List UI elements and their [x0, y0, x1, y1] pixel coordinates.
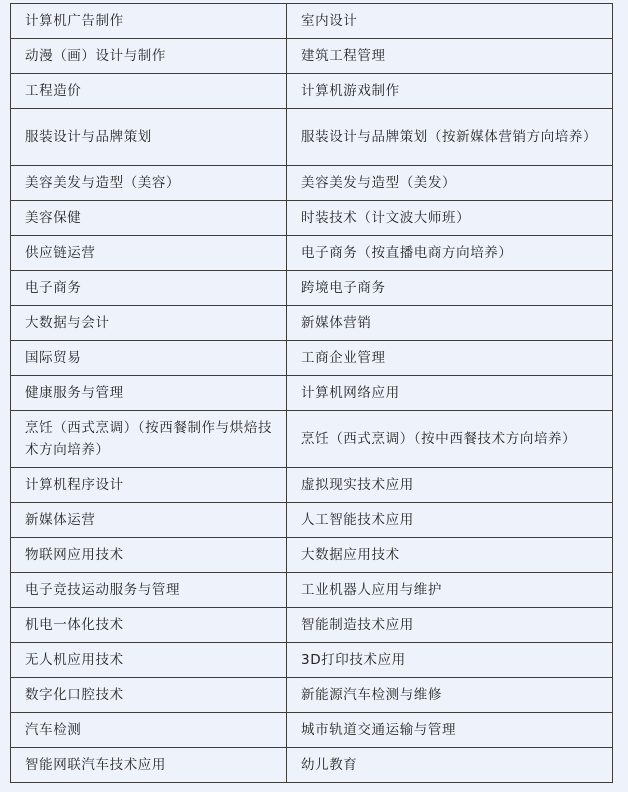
- table-row: [11, 411, 613, 468]
- program-cell-left: 动漫（画）设计与制作: [11, 39, 287, 74]
- table-row: [11, 503, 613, 538]
- program-table: [10, 3, 613, 783]
- program-cell-left: 美容保健: [11, 201, 287, 236]
- table-row: [11, 573, 613, 608]
- program-cell-right: 电子商务（按直播电商方向培养）: [287, 236, 613, 271]
- program-cell-right: 新媒体营销: [287, 306, 613, 341]
- program-cell-left: 大数据与会计: [11, 306, 287, 341]
- program-cell-right: 新能源汽车检测与维修: [287, 678, 613, 713]
- table-row: [11, 74, 613, 109]
- program-table-body: [11, 4, 613, 783]
- program-cell-left: 健康服务与管理: [11, 376, 287, 411]
- program-cell-left: 电子商务: [11, 271, 287, 306]
- program-cell-left: 服装设计与品牌策划: [11, 109, 287, 166]
- table-row: [11, 236, 613, 271]
- table-row: [11, 306, 613, 341]
- program-cell-right: 3D打印技术应用: [287, 643, 613, 678]
- table-row: [11, 713, 613, 748]
- program-list: [10, 3, 612, 783]
- table-row: [11, 643, 613, 678]
- program-cell-left: 机电一体化技术: [11, 608, 287, 643]
- table-row: [11, 201, 613, 236]
- table-row: [11, 748, 613, 783]
- program-cell-right: 时装技术（计文波大师班）: [287, 201, 613, 236]
- table-row: [11, 678, 613, 713]
- program-cell-left: 电子竞技运动服务与管理: [11, 573, 287, 608]
- program-cell-left: 国际贸易: [11, 341, 287, 376]
- program-cell-left: 美容美发与造型（美容）: [11, 166, 287, 201]
- program-cell-right: 室内设计: [287, 4, 613, 39]
- table-row: [11, 271, 613, 306]
- program-cell-left: 汽车检测: [11, 713, 287, 748]
- table-row: [11, 468, 613, 503]
- program-cell-right: 大数据应用技术: [287, 538, 613, 573]
- program-cell-right: 烹饪（西式烹调）（按中西餐技术方向培养）: [287, 411, 613, 468]
- table-row: [11, 166, 613, 201]
- program-cell-right: 工商企业管理: [287, 341, 613, 376]
- program-cell-right: 美容美发与造型（美发）: [287, 166, 613, 201]
- program-cell-right: 建筑工程管理: [287, 39, 613, 74]
- program-cell-right: 智能制造技术应用: [287, 608, 613, 643]
- program-cell-right: 幼儿教育: [287, 748, 613, 783]
- program-cell-left: 新媒体运营: [11, 503, 287, 538]
- table-row: [11, 39, 613, 74]
- table-row: [11, 109, 613, 166]
- table-row: [11, 4, 613, 39]
- program-cell-left: 供应链运营: [11, 236, 287, 271]
- table-row: [11, 341, 613, 376]
- program-cell-left: 物联网应用技术: [11, 538, 287, 573]
- program-cell-left: 计算机程序设计: [11, 468, 287, 503]
- program-cell-left: 工程造价: [11, 74, 287, 109]
- program-cell-right: 工业机器人应用与维护: [287, 573, 613, 608]
- program-cell-right: 跨境电子商务: [287, 271, 613, 306]
- program-cell-left: 计算机广告制作: [11, 4, 287, 39]
- program-cell-right: 计算机游戏制作: [287, 74, 613, 109]
- program-cell-left: 无人机应用技术: [11, 643, 287, 678]
- table-row: [11, 538, 613, 573]
- program-cell-right: 服装设计与品牌策划（按新媒体营销方向培养）: [287, 109, 613, 166]
- program-cell-right: 虚拟现实技术应用: [287, 468, 613, 503]
- table-row: [11, 608, 613, 643]
- program-cell-left: 烹饪（西式烹调）（按西餐制作与烘焙技术方向培养）: [11, 411, 287, 468]
- program-cell-left: 智能网联汽车技术应用: [11, 748, 287, 783]
- program-cell-left: 数字化口腔技术: [11, 678, 287, 713]
- program-cell-right: 城市轨道交通运输与管理: [287, 713, 613, 748]
- program-cell-right: 人工智能技术应用: [287, 503, 613, 538]
- table-row: [11, 376, 613, 411]
- program-cell-right: 计算机网络应用: [287, 376, 613, 411]
